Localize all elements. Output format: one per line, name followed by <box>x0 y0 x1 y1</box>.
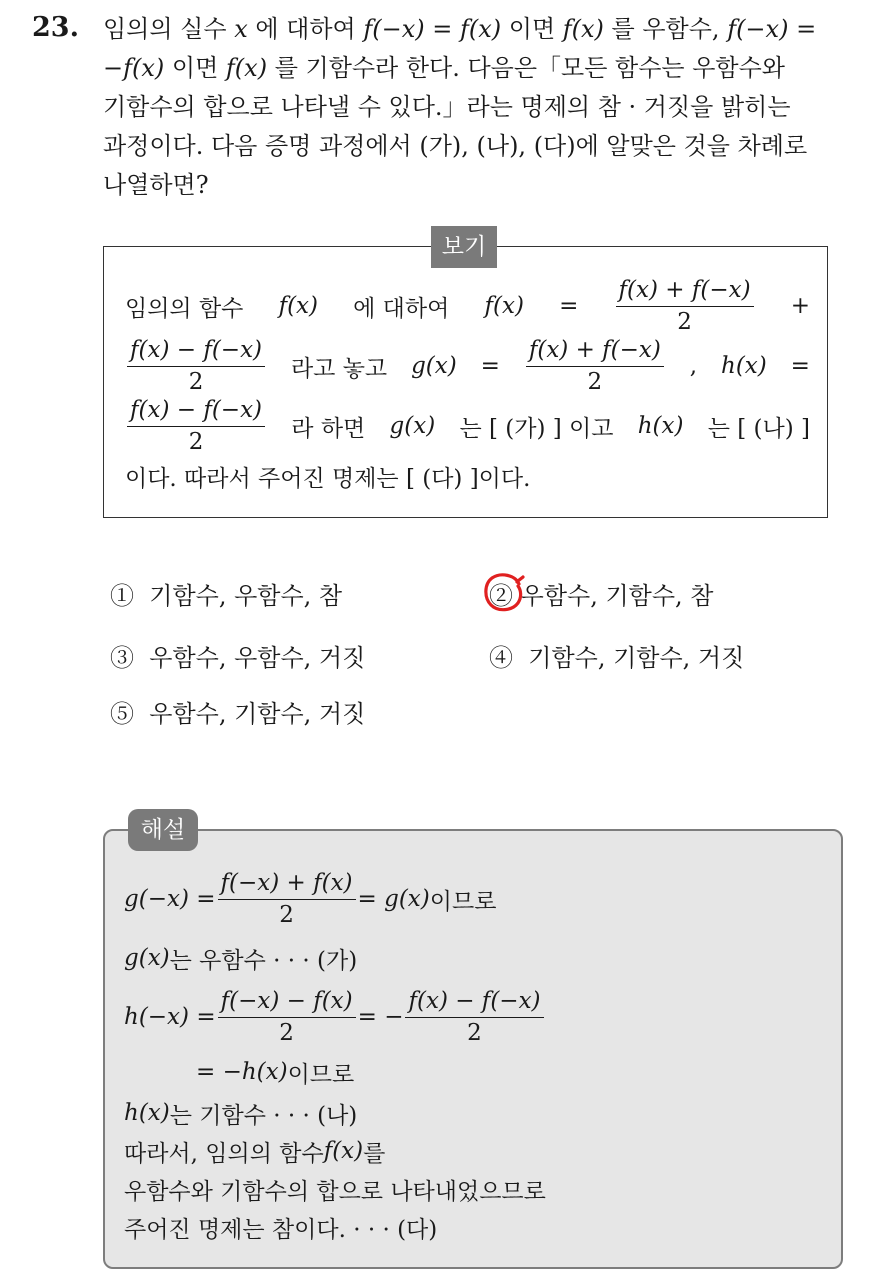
question-line-2: −f(x) 이면 f(x) 를 기함수라 한다. 다음은「모든 함수는 우함수와 <box>103 54 785 82</box>
solution-label: 해설 <box>128 809 198 851</box>
choice-2[interactable]: ② 우함수, 기함수, 참 <box>489 576 713 611</box>
solution-line-8: 주어진 명제는 참이다. · · · (다) <box>124 1216 438 1243</box>
solution-line-6: 따라서, 임의의 함수 f(x) 를 <box>124 1138 386 1167</box>
solution-content <box>124 866 824 1246</box>
bogi-line-3: $\frac{f(x) - f(-x)}{2}$ 라 하면 g(x) 는 [ (가) ] 이고 h(x) 는 [ (나) ] <box>125 396 810 456</box>
solution-line-5: h(x) 는 기함수 · · · (나) <box>124 1100 358 1129</box>
question-line-3: 기함수의 합으로 나타낼 수 있다.」라는 명제의 참 · 거짓을 밝히는 <box>103 93 791 121</box>
bogi-content <box>125 276 810 496</box>
fraction-minus: $\frac{f(x) - f(-x)}{2}$ <box>127 397 265 455</box>
fraction-minus: $\frac{f(x) - f(-x)}{2}$ <box>127 337 265 395</box>
fraction-plus: $\frac{f(x) + f(-x)}{2}$ <box>616 277 754 335</box>
solution-line-2: g(x) 는 우함수 · · · (가) <box>124 945 358 974</box>
question-line-4: 과정이다. 다음 증명 과정에서 (가), (나), (다)에 알맞은 것을 차례로 <box>103 132 808 160</box>
solution-line-3: h(−x) = $\frac{f(-x) - f(x)}{2}$ = − $\frac{f(x) - f(-x)}{2}$ <box>124 984 824 1050</box>
bogi-label: 보기 <box>431 226 497 268</box>
bogi-line-1: 임의의 함수 f(x) 에 대하여 f(x) = $\frac{f(x) + f(-x)}{2}$ + <box>125 277 810 335</box>
question-number: 23. <box>32 12 79 43</box>
answer-circle-icon <box>481 570 525 614</box>
choice-5[interactable]: ⑤ 우함수, 기함수, 거짓 <box>110 700 366 728</box>
question-line-5: 나열하면? <box>103 171 209 199</box>
question-text <box>103 10 863 205</box>
bogi-line-2: $\frac{f(x) - f(-x)}{2}$ 라고 놓고 g(x) = $\frac{f(x) + f(-x)}{2}$ , h(x) = <box>125 336 810 396</box>
solution-line-1: g(−x) = $\frac{f(-x) + f(x)}{2}$ = g(x) 이므로 <box>124 870 497 928</box>
solution-line-4: = −h(x) 이므로 <box>196 1059 355 1088</box>
bogi-line-4: 이다. 따라서 주어진 명제는 [ (다) ]이다. <box>125 465 531 492</box>
choice-3[interactable]: ③ 우함수, 우함수, 거짓 <box>110 644 366 672</box>
question-line-1: 임의의 실수 x 에 대하여 f(−x) = f(x) 이면 f(x) 를 우함수, f(−x) = <box>103 15 817 43</box>
choice-4[interactable]: ④ 기함수, 기함수, 거짓 <box>489 644 745 672</box>
choice-1[interactable]: ① 기함수, 우함수, 참 <box>110 582 343 610</box>
solution-line-7: 우함수와 기함수의 합으로 나타내었으므로 <box>124 1178 546 1205</box>
fraction-plus: $\frac{f(x) + f(-x)}{2}$ <box>526 337 664 395</box>
